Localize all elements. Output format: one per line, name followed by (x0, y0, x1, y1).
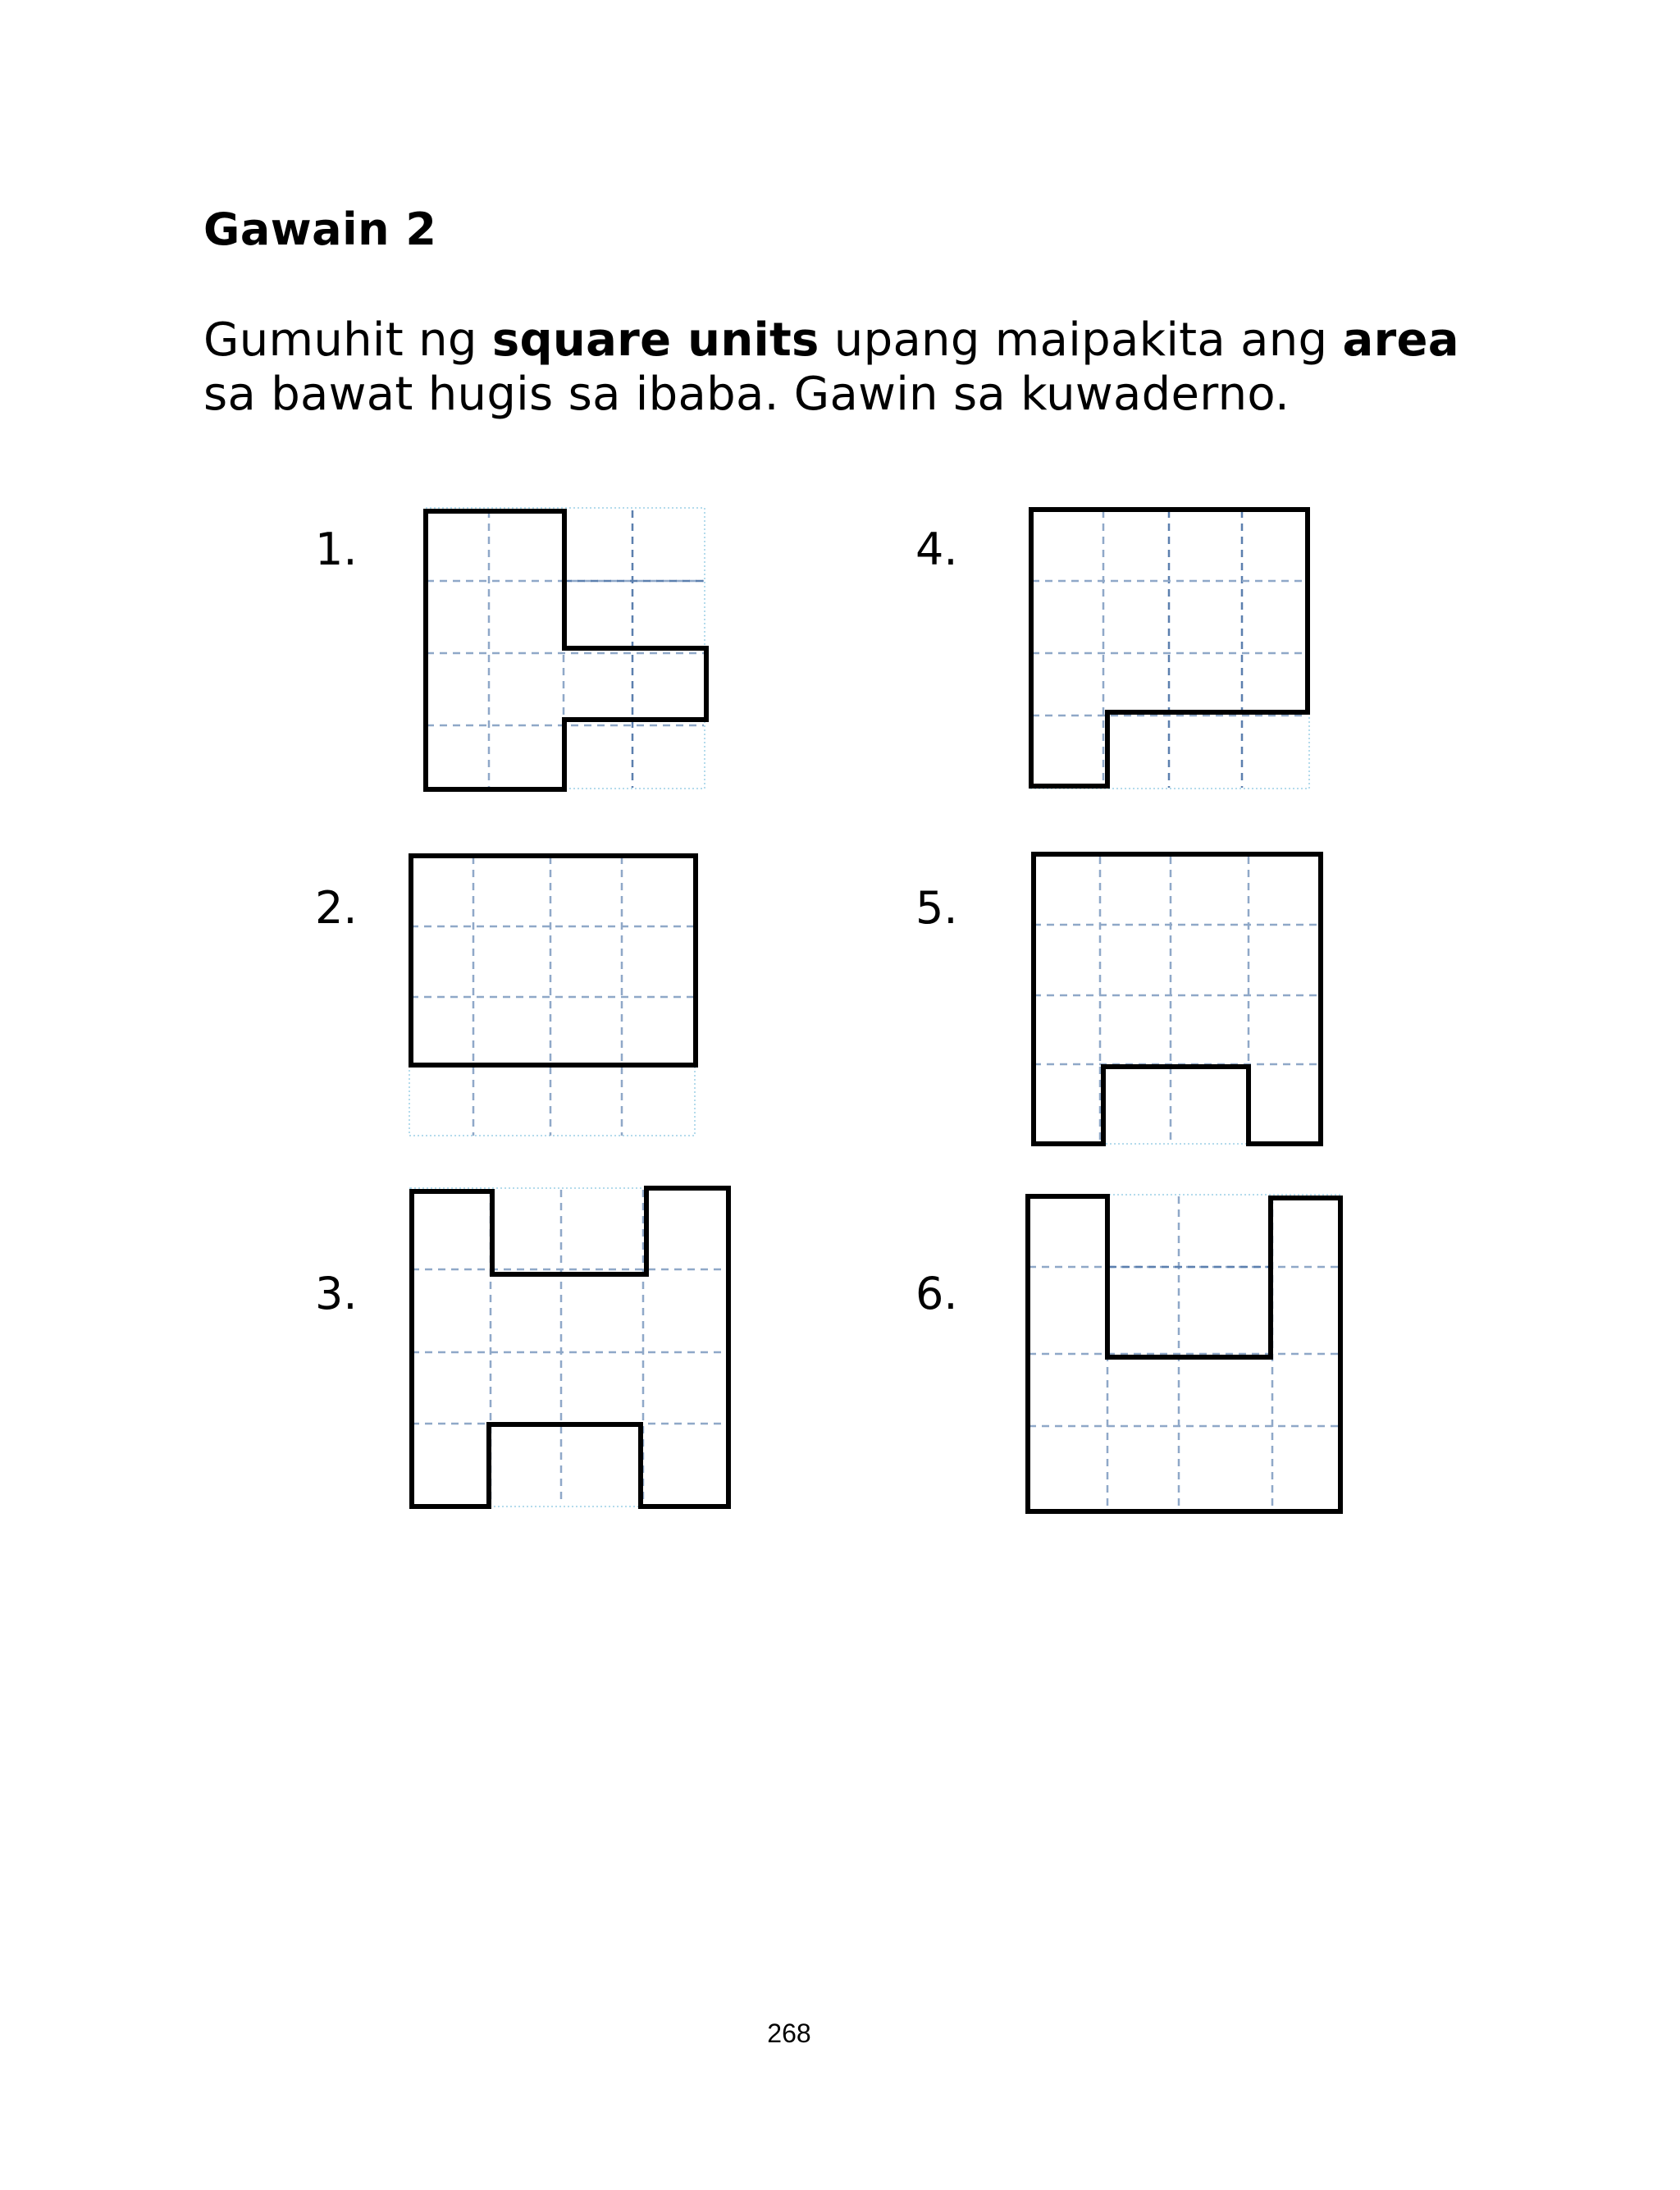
item-number-3: 3. (315, 1268, 358, 1319)
instructions-part-1: Gumuhit ng (203, 313, 492, 367)
shape-1 (426, 508, 706, 789)
item-number-6: 6. (915, 1268, 958, 1319)
shape-6 (1027, 1195, 1340, 1511)
page-number: 268 (767, 2019, 811, 2048)
item-number-5: 5. (915, 882, 958, 934)
instructions-part-2: upang maipakita ang (819, 313, 1343, 367)
instructions-part-3: sa bawat hugis sa ibaba. Gawin sa kuwaderno. (203, 368, 1290, 421)
instructions-bold-area: area (1342, 313, 1459, 367)
instructions-bold-square-units: square units (491, 313, 819, 367)
shape-3 (410, 1188, 728, 1506)
shape-2 (409, 856, 696, 1136)
item-number-1: 1. (315, 523, 358, 575)
activity-heading: Gawain 2 (203, 203, 437, 255)
shape-5 (1032, 854, 1321, 1144)
shape-4 (1030, 508, 1309, 789)
item-number-4: 4. (915, 523, 958, 575)
item-number-2: 2. (315, 882, 358, 934)
